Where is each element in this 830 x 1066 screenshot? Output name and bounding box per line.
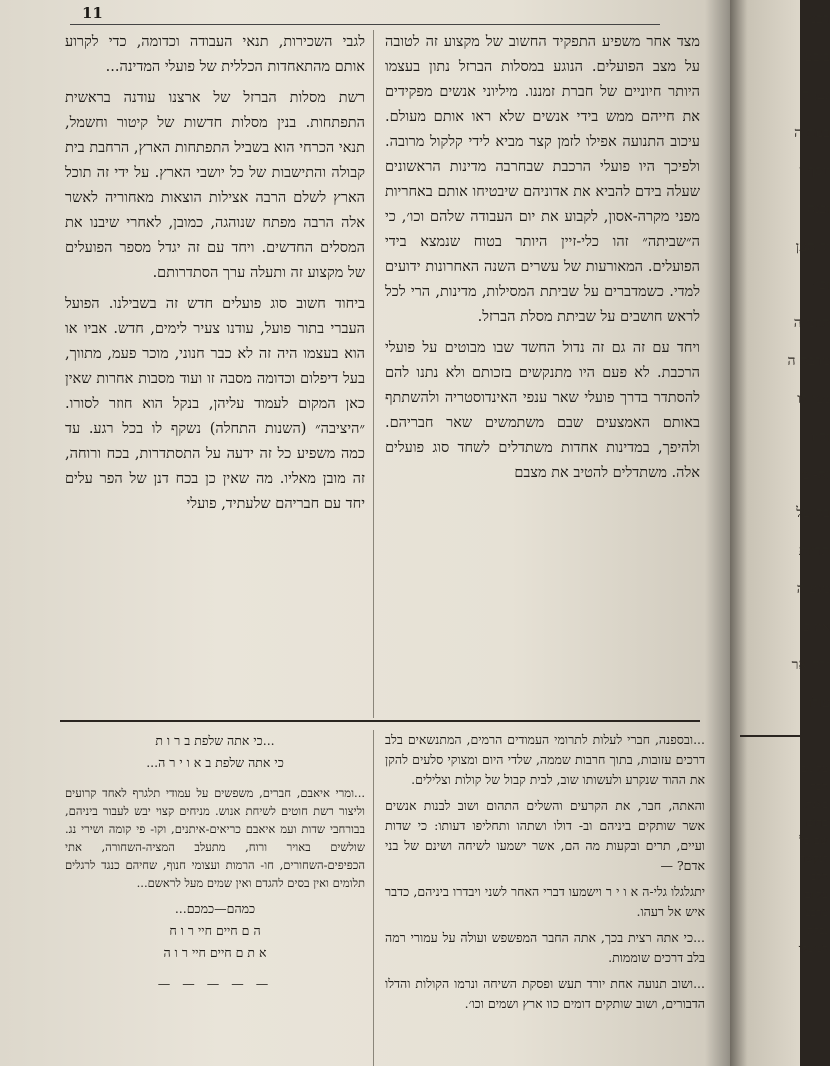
text-fragment: הכה <box>809 780 828 793</box>
right-column-top <box>385 30 700 718</box>
text-fragment: מנע ה <box>796 581 830 597</box>
page-number: 11 <box>82 4 103 22</box>
text-fragment: נשי לו <box>797 391 830 407</box>
text-fragment: מרבה ה <box>787 353 830 369</box>
text-fragment: עולו <box>808 695 830 711</box>
text-fragment: באנה. <box>802 798 828 811</box>
text-fragment: הזוני ה <box>793 315 830 331</box>
poem-line: כי אתה שלפת ב א ו י ר ה... <box>146 755 284 770</box>
text-fragment: וכו׳ <box>812 277 830 293</box>
text-fragment: גען ה <box>801 87 830 103</box>
text-fragment: יוסף ו <box>799 163 830 179</box>
text-fragment: בנות ה <box>794 125 830 141</box>
column-divider <box>373 730 374 1066</box>
text-fragment: רבני <box>808 11 830 27</box>
text-fragment: בה על <box>796 505 830 521</box>
text-fragment: זה- מ <box>800 467 830 483</box>
dash-line: — — — — — <box>157 976 273 991</box>
text-fragment: והיו <box>811 429 830 445</box>
header-rule <box>70 24 660 25</box>
paragraph: רשת מסלות הברזל של ארצנו עודנה בראשית התפתחות. בנין מסלות חדשות של קיטור וחשמל, תנאי הכרחי הוא בשביל התפתחות הארץ, הרחבת בית קבולה והתישבות של כל יושבי הארץ. על ידי זה תוכל הארץ לשלם הרבה אצילות הוצאות מאחוריה לאשר אלה הרבה מפתח שנוהגה, כמובן, לאחרי שיבנו את המסלים החדשים. ויחד עם זה יגדל מספר הפועלים של מקצוע זה ותעלה ערך הסתדרותם. <box>65 90 365 281</box>
column-divider <box>373 30 374 718</box>
section-rule <box>740 735 800 737</box>
text-fragment: יד הען <box>795 239 830 255</box>
text-fragment: נבלת <box>807 924 828 937</box>
text-fragment: ירה אר <box>791 657 830 673</box>
paragraph: לגבי השכירות, תנאי העבודה וכדומה, כדי לקרוע אותם מהתאחדות הכללית של פועלי המדינה... <box>65 34 365 75</box>
paragraph: ...ומרי איאבם, חברים, משפשים על עמודי תלגרף לאחד קרועים וליצור רשת חוטים לשיחת אנוש. מניחים קצוי יבש לעבור ביניהם, בבורחבי שדות ועמ איאבם כריאים-איתנים, וקו- פי קומה ושירי נג. שולשים באויר ורוח, מתעלב המציה-השחורה, אתי הכפיפים-השחורים, חו- הרמות ועצומי חנוף, שחיהם כנגד לרגלים תלומים ואין בסים להגדם ואין שמים מעל לראשם... <box>65 786 365 890</box>
paragraph: מצד אחר משפיע התפקיד החשוב של מקצוע זה לטובה על מצב הפועלים. הנוגע במסלות הברזל נתון בעצמו היותר חיוניים של חברת זמננו. מיליוני אנשים מפקידים את חייהם ממש בידי אנשים שלא ראו אותם מעולם. עיכוב התנועה אפילו לזמן קצר מביא לידי קלקול מרובה. ולפיכך היו פועלי הרכבת שבחרבה מדינות הראשונים שעלה בידם להביא את אדוניהם שיבטיחו אותם באחריות מפני מקרה-אסון, לקבוע את יום העבודה שלהם וכו׳, כי ה״שביתה״ זהו כלי-זיין היותר בטוח שנמצא בידי הפועלים. המאורעות של עשרים השנה האחרונות ידועים למדי. כשמדברים על שביתת המסילות, מדינות, הרי לכל לראש חושבים על שביתת מסלת הברזל. <box>385 34 700 325</box>
left-column-top <box>65 30 365 718</box>
paragraph: ...כי אתה רצית בכך, אתה החבר המפשפש ועולה על עמורי רמה בלב דרכים שוממות. <box>385 930 705 965</box>
text-fragment: אין כ <box>803 619 830 635</box>
adjacent-page-text-bottom <box>738 760 828 958</box>
text-fragment: ובנה <box>807 201 830 217</box>
paragraph: ביחוד חשוב סוג פועלים חדש זה בשבילנו. הפועל העברי בתור פועל, עודנו צעיר לימים, חדש. אביו או הוא בעצמו היה זה לא כבר חנוני, מוכר פעמ, מתווך, בעל דיפלום וכדומה מסבה זו ועוד מסבות אחרות שאין כאן המקום לעמוד עליהן, בנקל הוא חוזר לסורו. ״היציבה״ (השנות התחלה) נשקף לו בכל רגע. עד כמה משפיע כל זה ידעה על התסתדרות, בכח ורוחה, זה מובן מאליו. מה שאין כן בכח דנן של הפר עלים יחד עם חבריהם שלעתיד, פועלי <box>65 296 365 512</box>
right-column-bottom <box>385 730 705 1066</box>
text-fragment: לנקשר <box>800 852 828 865</box>
paragraph: ויחד עם זה גם זה נדול החשד שבו מבוטים על פועלי הרכבת. לא פעם היו מתנקשים בזכותם ולא נתנו להם להסתדר בדרך פועלי שאר ענפי האינדוסטריה ולהשתתף באותם האמצעים שבם משתמשים שאר חבריהם. ולהיפך, במדינות אחדות משתדלים לשחד סוג פועלים אלה. משתדלים להטיב את מצבם <box>385 340 700 481</box>
text-fragment: ביבע <box>804 49 830 65</box>
text-fragment: המשקו <box>798 942 828 955</box>
closing-lines <box>65 898 365 964</box>
text-fragment: הלכי <box>808 870 828 883</box>
poem-lines <box>65 730 365 774</box>
adjacent-page-text <box>740 0 830 722</box>
text-fragment: תריות <box>798 543 830 559</box>
text-fragment: שם כל <box>799 834 828 847</box>
text-fragment: עליום <box>804 888 828 901</box>
poem-line: ...כי אתה שלפת ב ר ו ת <box>155 733 275 748</box>
text-fragment: על מב <box>801 762 828 775</box>
text-fragment: מרבצ <box>805 906 828 919</box>
text-fragment: בתוכו <box>804 816 828 829</box>
paragraph: והאתה, חבר, את הקרעים והשלים התהום ושוב לבנות אנשים אשר שותקים ביניהם וב- דולו ושתהו ותחליפו דעותו: כי שדות ועיים, תרים ובקעות מה הם, אשר ישמעו לשיחה ושינם של בני אדם? — <box>385 798 705 873</box>
closing-line: א ת ם חיים חיי ר ו ה <box>163 945 267 960</box>
paragraph: ...ובספנה, חברי לעלות לתרומי העמודים הרמים, המתנשאים בלב דרכים עזובות, בתוך חרבות שממה, שלדי היום ומצוקי סלעים להקן את ההוד שנקרע ולעשותו שוב, לבית קבול של קולות וצלילים. <box>385 732 705 787</box>
closing-line: ה ם חיים חיי ר ו ח <box>169 923 261 938</box>
adjacent-page <box>730 0 830 1066</box>
closing-line: כמהם—כמכם... <box>174 901 256 916</box>
paragraph: יתגלגלו גלי-ה א ו י ר וישמעו דברי האחר לשני ויבדרו ביניהם, כדבר איש אל רעהו. <box>385 884 705 919</box>
left-column-bottom <box>65 730 365 1066</box>
paragraph: ...ושוב תנועה אחת יורד תעש ופסקת השיחה ונרמו הקולות והדלו הדבורים, ושוב שותקים דומים כוו ארץ ושמים וכו׳. <box>385 976 705 1011</box>
section-rule <box>60 720 700 722</box>
